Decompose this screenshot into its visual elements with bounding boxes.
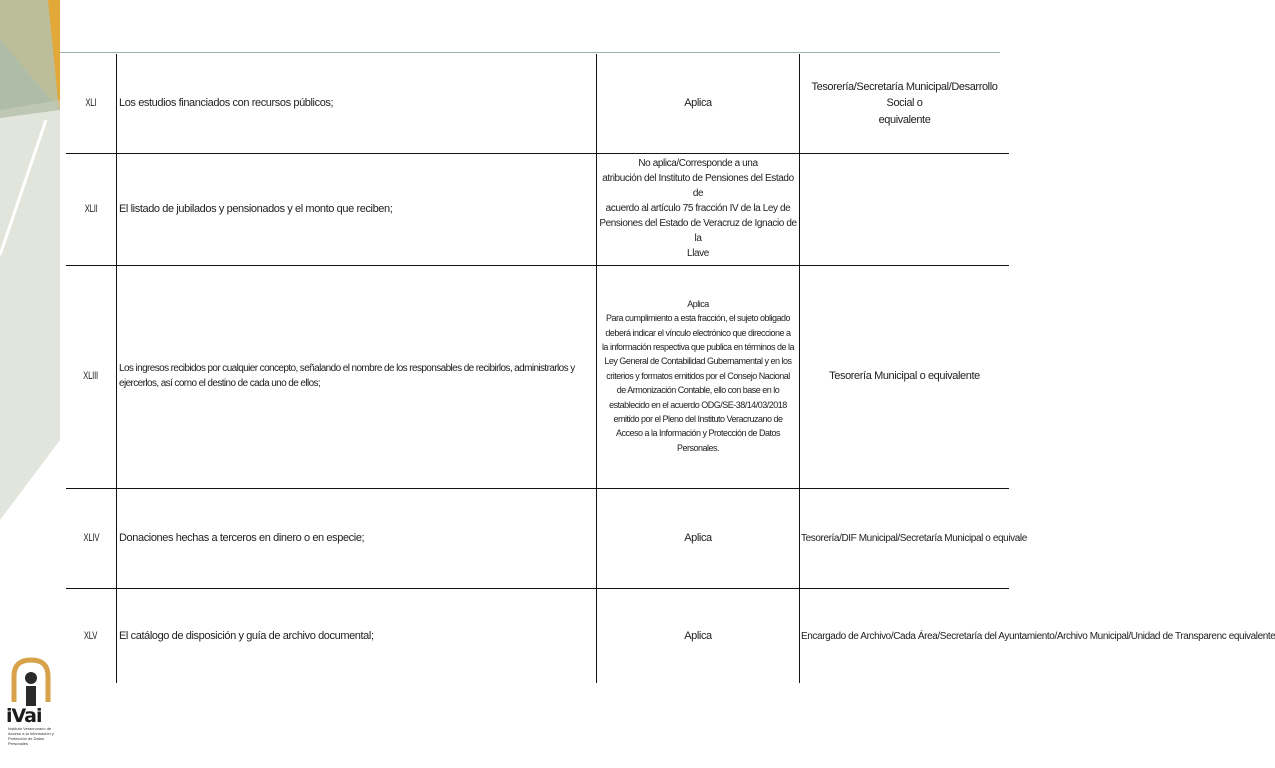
responsible-area-cell: Tesorería Municipal o equivalente [800,265,1010,488]
applicability-cell: No aplica/Corresponde a una atribución del Instituto de Pensiones del Estado de acuerdo al artículo 75 fracción IV de la Ley de Pensiones del Estado de Veracruz de Ignacio de la Llave [597,153,800,265]
logo-wordmark: iVai [6,705,42,727]
table-row [66,54,1009,153]
responsible-area-cell: Encargado de Archivo/Cada Área/Secretaría del Ayuntamiento/Archivo Municipal/Unidad de Transparenc equivalente [800,588,1010,683]
responsible-area-cell [800,153,1010,265]
fraction-description: El catálogo de disposición y guía de archivo documental; [117,588,597,683]
fraction-number: XLIII [66,265,117,488]
table-row [66,588,1009,683]
fraction-number: XLIV [66,488,117,588]
fraction-number: XLI [66,54,117,153]
applicability-cell: Aplica [597,488,800,588]
obligations-table [66,54,1275,683]
table-row [66,265,1009,488]
fraction-description: Donaciones hechas a terceros en dinero o en especie; [117,488,597,588]
responsible-area-cell: Tesorería/Secretaría Municipal/Desarrollo Social o equivalente [800,54,1010,153]
fraction-description: Los estudios financiados con recursos públicos; [117,54,597,153]
applicability-cell: Aplica Para cumplimiento a esta fracción, el sujeto obligado deberá indicar el vínculo electrónico que direccione a la información respectiva que publica en términos de la Ley General de Contabilidad Gubernamental y en los criterios y formatos emitidos por el Consejo Nacional de Armonización Contable, ello con base en lo establecido en el acuerdo ODG/SE-38/14/03/2018 emitido por el Pleno del Instituto Veracruzano de Acceso a la Información y Protección de Datos Personales. [597,265,800,488]
fraction-description: El listado de jubilados y pensionados y el monto que reciben; [117,153,597,265]
applicability-cell: Aplica [597,588,800,683]
decorative-side-strip [0,0,60,768]
fraction-number: XLII [66,153,117,265]
applicability-cell: Aplica [597,54,800,153]
responsible-area-cell: Tesorería/DIF Municipal/Secretaría Municipal o equivale [800,488,1010,588]
table-row [66,153,1009,265]
fraction-description: Los ingresos recibidos por cualquier concepto, señalando el nombre de los responsables de recibirlos, administrarlos y ejercerlos, así como el destino de cada uno de ellos; [117,265,597,488]
header-rule [60,52,1000,53]
fraction-number: XLV [66,588,117,683]
logo-subtitle: Instituto Veracruzano de Acceso a la Información y Protección de Datos Personales [8,726,54,746]
table-row [66,488,1009,588]
